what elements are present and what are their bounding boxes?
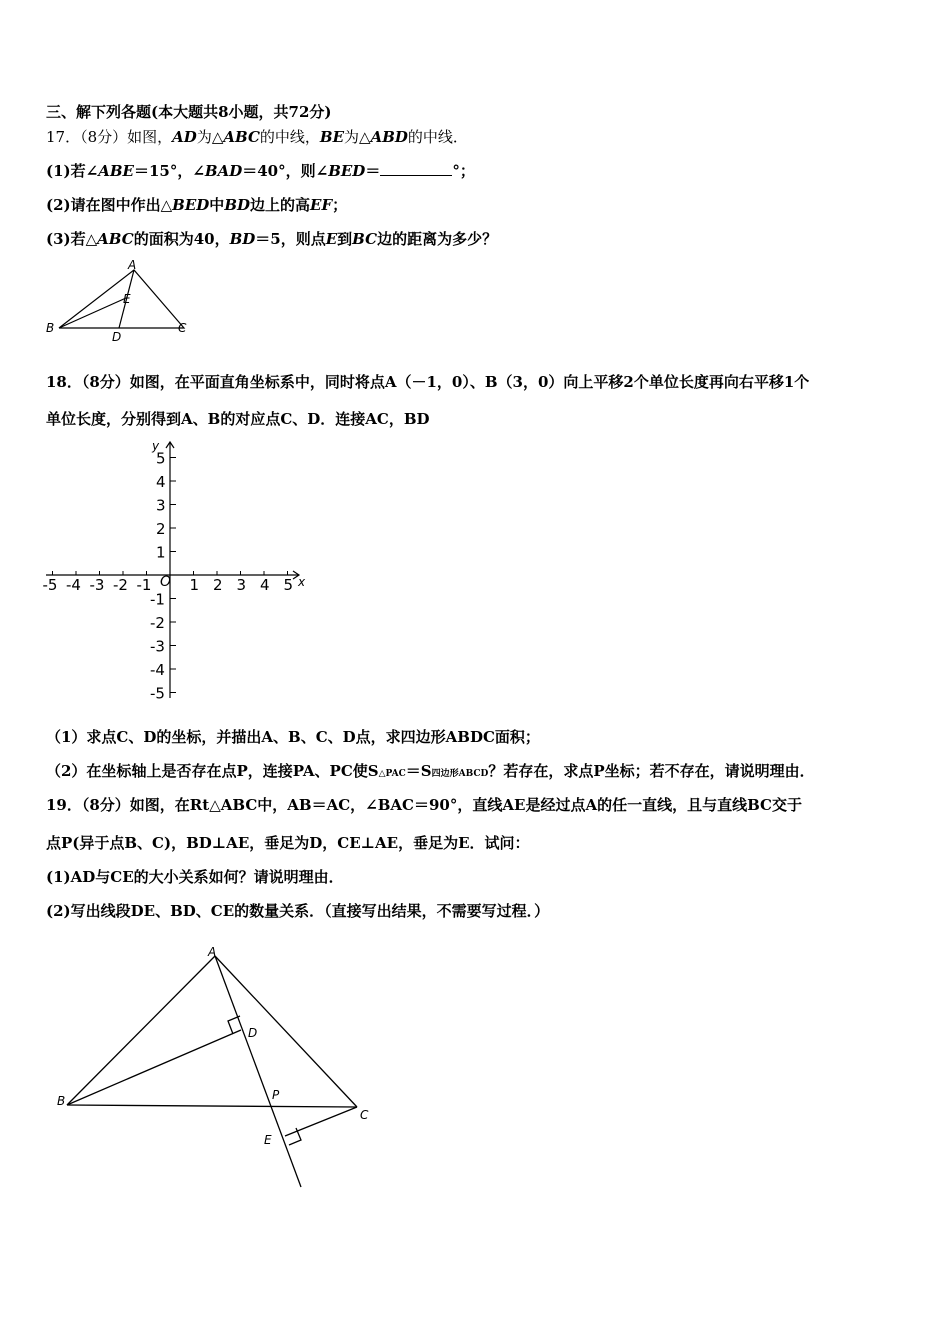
segment-bd	[67, 1030, 241, 1105]
q18-line1: 18．（8分）如图，在平面直角坐标系中，同时将点A（－1，0）、B（3，0）向上平移2个单位长度再向右平移1个	[46, 373, 810, 391]
segment-ce	[285, 1107, 357, 1136]
y-tick-label: -2	[150, 614, 165, 632]
x-tick-label: -3	[89, 576, 105, 594]
label-d: D	[248, 1026, 258, 1040]
origin-label: O	[160, 574, 172, 590]
label-a: A	[128, 258, 137, 272]
y-tick-label: 4	[156, 473, 166, 491]
y-tick-label: 5	[156, 449, 166, 468]
q19-triangle-figure	[55, 944, 385, 1194]
label-e: E	[123, 292, 131, 306]
answer-blank[interactable]	[380, 163, 452, 176]
q19-part2: (2)写出线段DE、BD、CE的数量关系．（直接写出结果，不需要写过程．）	[46, 902, 550, 920]
q17-stem: 17．（8分）如图，AD为△ABC的中线，BE为△ABD的中线．	[46, 128, 468, 146]
x-tick-label: 2	[213, 576, 223, 594]
q17-points: （8分）	[80, 128, 128, 146]
x-tick-label: 1	[189, 576, 200, 594]
coordinate-plane	[44, 440, 309, 705]
q17-part3: (3)若△ABC的面积为40，BD＝5，则点E到BC边的距离为多少？	[46, 230, 498, 248]
side-bc	[67, 1105, 357, 1107]
q18-part2: （2）在坐标轴上是否存在点P，连接PA、PC使S△PAC＝S四边形ABCD？若存在，求点P坐标；若不存在，请说明理由．	[46, 762, 815, 780]
x-tick-label: 3	[236, 576, 247, 594]
y-tick-label: -1	[150, 590, 165, 609]
x-tick-label: 5	[283, 576, 294, 594]
q17-triangle-figure	[44, 258, 194, 348]
label-e: E	[264, 1133, 272, 1147]
q17-number: 17．	[46, 128, 81, 146]
x-tick-label: -2	[113, 576, 128, 594]
q19-line1: 19．（8分）如图，在Rt△ABC中，AB＝AC，∠BAC＝90°，直线AE是经过点A的任一直线，且与直线BC交于	[46, 796, 802, 814]
x-tick-label: -1	[136, 576, 152, 594]
x-tick-label: -5	[42, 576, 58, 594]
q19-line2: 点P(异于点B、C)，BD⊥AE，垂足为D，CE⊥AE，垂足为E．试问：	[46, 834, 530, 852]
label-c: C	[178, 321, 187, 335]
label-a: A	[208, 945, 217, 959]
q19-part1: (1)AD与CE的大小关系如何？请说明理由．	[46, 868, 344, 886]
section-title: 三、解下列各题(本大题共8小题，共72分)	[46, 103, 332, 121]
x-tick-label: 4	[260, 576, 270, 594]
x-tick-label: -4	[66, 576, 81, 594]
y-tick-label: -4	[150, 661, 165, 679]
line-ae	[215, 956, 301, 1187]
label-b: B	[46, 321, 55, 335]
label-c: C	[360, 1108, 369, 1122]
y-tick-label: 2	[156, 520, 166, 538]
label-d: D	[112, 330, 122, 344]
label-b: B	[57, 1094, 66, 1108]
y-tick-label: -3	[150, 637, 165, 656]
q17-part1: (1)若∠ABE＝15°，∠BAD＝40°，则∠BED＝ °；	[46, 162, 475, 180]
q18-part1: （1）求点C、D的坐标，并描出A、B、C、D点，求四边形ABDC面积；	[46, 728, 540, 746]
x-axis-label: x	[298, 575, 306, 589]
y-tick-label: -5	[150, 684, 165, 703]
label-p: P	[272, 1088, 280, 1102]
y-axis-label: y	[152, 439, 160, 453]
y-tick-label: 1	[156, 543, 166, 562]
q18-line2: 单位长度，分别得到A、B的对应点C、D．连接AC，BD	[46, 410, 430, 428]
q17-part2: (2)请在图中作出△BED中BD边上的高EF；	[46, 196, 348, 214]
side-ab	[67, 956, 215, 1105]
y-tick-label: 3	[156, 496, 166, 515]
